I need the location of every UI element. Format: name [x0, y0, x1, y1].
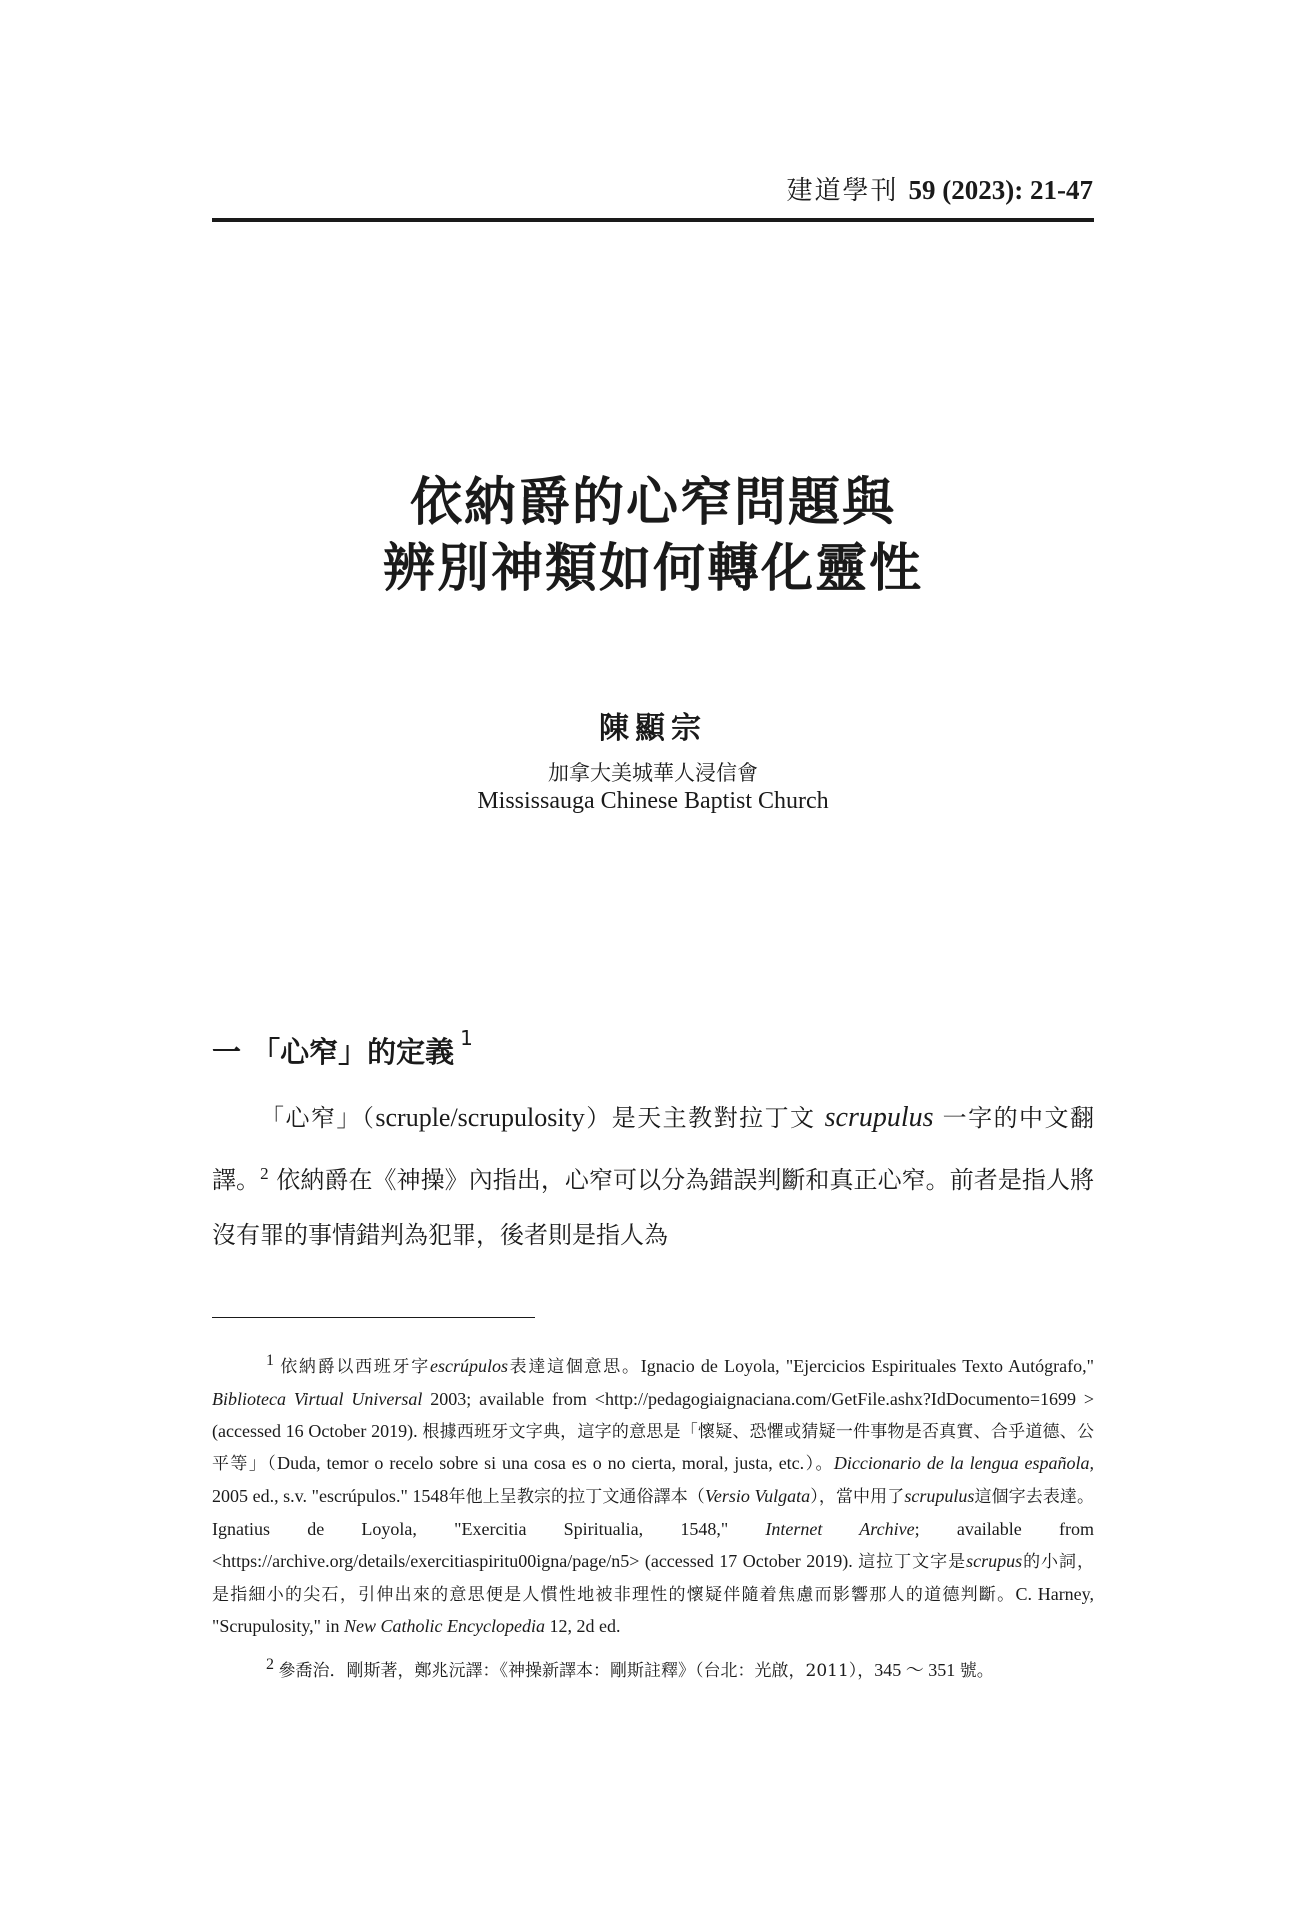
text-run: ）是天主教對拉丁文 — [584, 1104, 825, 1132]
footnote-separator — [212, 1317, 535, 1318]
latin-term: scrupulus — [824, 1102, 934, 1133]
text-run: C. Harney, "Scrupulosity," in — [212, 1583, 1095, 1637]
journal-name: 建道學刊 — [786, 176, 899, 206]
text-run: ; available from <https://archive.org/details/exercitiaspiritu00igna/page/n5> (accessed 17 October 2019). — [212, 1518, 1094, 1571]
title-line-2: 辨別神類如何轉化靈性 — [382, 539, 923, 599]
text-run: Ignatius de Loyola, "Exercitia Spiritualia, 1548," — [212, 1518, 766, 1539]
section-heading — [212, 1026, 473, 1071]
text-run: 根據西班牙文字典，這字的意思是「懷疑、恐懼或猜疑一件事物是否真實、合乎道德、公平等」（ — [212, 1421, 1095, 1475]
italic-citation: Internet Archive — [765, 1518, 915, 1539]
title-line-1: 依納爵的心窄問題與 — [409, 473, 896, 533]
italic-citation: scrupulus — [904, 1486, 975, 1507]
italic-citation: scrupus — [966, 1550, 1023, 1571]
text-run: Duda, temor o recelo sobre si una cosa es o no cierta, moral, justa, etc. — [277, 1453, 805, 1474]
body-text — [212, 1090, 1094, 1263]
affiliation-chinese: 加拿大美城華人浸信會 — [548, 761, 758, 785]
text-run: 這個字去表達。 — [974, 1487, 1095, 1508]
footnote-number: 1 — [266, 1352, 274, 1369]
text-run: 的小詞，是指細小的尖石，引伸出來的意思便是人慣性地被非理性的懷疑伴隨着焦慮而影響那人的道德判斷。 — [212, 1551, 1095, 1605]
italic-citation: Biblioteca Virtual Universal — [212, 1388, 423, 1409]
italic-citation: Diccionario de la lengua española, — [833, 1453, 1095, 1474]
text-run: 345 ～ 351 — [874, 1660, 960, 1681]
running-head — [787, 170, 1093, 207]
text-run: 2003; available from <http://pedagogiaignaciana.com/GetFile.ashx?IdDocumento=1699 > (accessed 16 October 2019). — [212, 1388, 1094, 1441]
footnote-ref-2[interactable]: 2 — [260, 1164, 269, 1183]
text-run: 「心窄」（ — [260, 1104, 376, 1132]
article-title — [212, 470, 1094, 602]
text-run: 依納爵在《神操》內指出，心窄可以分為錯誤判斷和真正心窄。前者是指人將沒有罪的事情錯判為犯罪，後者則是指人為 — [212, 1166, 1094, 1249]
footnote-2 — [212, 1649, 1094, 1688]
header-rule — [212, 218, 1094, 222]
text-run: 12, 2d ed. — [544, 1616, 621, 1637]
text-run: 參喬治．剛斯著，鄭兆沅譯：《神操新譯本：剛斯註釋》（台北：光啟，2011）， — [278, 1661, 875, 1682]
footnote-number: 2 — [266, 1656, 274, 1674]
italic-citation: escrúpulos — [429, 1356, 508, 1376]
text-run: 表達這個意思。 — [507, 1357, 641, 1377]
italic-citation: New Catholic Encyclopedia — [344, 1616, 545, 1637]
text-run: 號。 — [959, 1661, 994, 1682]
text-run: ）。 — [804, 1454, 834, 1475]
text-run: 這拉丁文字是 — [858, 1551, 967, 1572]
text-run: scruple/scrupulosity — [375, 1103, 585, 1132]
text-run: 依納爵以西班牙字 — [280, 1357, 430, 1377]
author-name: 陳顯宗 — [599, 711, 707, 746]
footnotes — [212, 1345, 1094, 1694]
affiliation-english: Mississauga Chinese Baptist Church — [477, 788, 829, 814]
text-run: 年他上呈教宗的拉丁文通俗譯本（ — [448, 1487, 705, 1508]
text-run: ），當中用了 — [810, 1487, 905, 1508]
text-run: 一字的中文翻譯。 — [212, 1104, 1094, 1194]
volume-info: 59 (2023): 21-47 — [908, 175, 1093, 205]
text-run: 2005 ed., s.v. "escrúpulos." 1548 — [212, 1486, 449, 1507]
section-heading-text: 一 「心窄」的定義 — [212, 1035, 455, 1069]
footnote-1 — [212, 1345, 1094, 1643]
footnote-ref-1[interactable]: 1 — [460, 1026, 473, 1051]
paragraph — [212, 1090, 1094, 1263]
italic-citation: Versio Vulgata — [704, 1486, 811, 1507]
text-run: Ignacio de Loyola, "Ejercicios Espirituales Texto Autógrafo," — [640, 1356, 1095, 1376]
